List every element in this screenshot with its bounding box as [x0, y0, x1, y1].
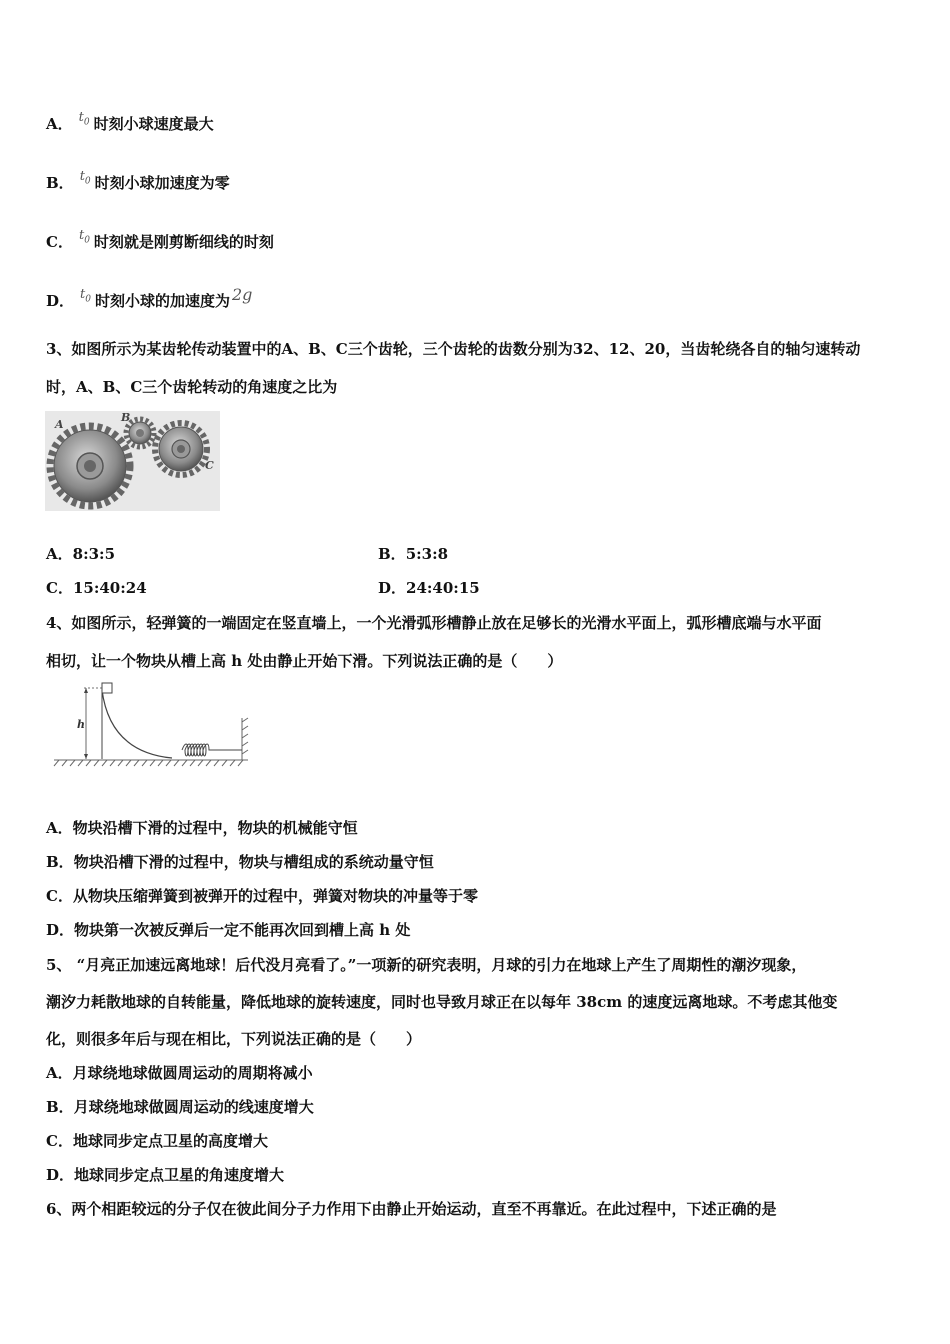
2g-symbol: 2g [232, 285, 253, 304]
spring [182, 744, 242, 756]
q5-option-d[interactable] [46, 1164, 284, 1185]
option-label: C． [46, 233, 73, 251]
option-text: 15:40:24 [72, 579, 147, 597]
gear-label-a: A [55, 418, 64, 431]
q5-option-b[interactable] [46, 1096, 314, 1117]
q4-option-a[interactable] [46, 817, 358, 838]
q6-stem-line1: 6、两个相距较远的分子仅在彼此间分子力作用下由静止开始运动，直至不再靠近。在此过程中，下述正确的是 [46, 1200, 777, 1218]
q5-stem-line1: 5、 “月亮正加速远离地球！后代没月亮看了。”一项新的研究表明，月球的引力在地球上产生了周期性的潮汐现象， [46, 956, 807, 974]
gear-label-b: B [121, 411, 131, 424]
option-label: B． [46, 174, 74, 192]
height-label-h: h [77, 718, 85, 731]
option-text: 时刻小球速度最大 [93, 115, 214, 133]
q3-stem-line2: 时，A、B、C三个齿轮转动的角速度之比为 [46, 378, 338, 396]
wall [242, 718, 248, 760]
option-text: 物块沿槽下滑的过程中，物块与槽组成的系统动量守恒 [73, 853, 434, 871]
q2-option-b[interactable] [46, 169, 230, 195]
q4-stem-line2: 相切，让一个物块从槽上高 h 处由静止开始下滑。下列说法正确的是（ ） [46, 652, 563, 670]
option-label: C． [46, 579, 73, 597]
option-text: 时刻就是刚剪断细线的时刻 [93, 233, 274, 251]
q3-option-b[interactable] [378, 543, 448, 564]
q2-option-a[interactable] [46, 110, 214, 136]
q3-option-a[interactable] [46, 543, 115, 564]
q2-option-c[interactable] [46, 228, 274, 254]
ground [54, 760, 248, 766]
q5-stem-line3: 化，则很多年后与现在相比，下列说法正确的是（ ） [46, 1030, 422, 1048]
option-label: B． [378, 545, 406, 563]
option-text: 从物块压缩弹簧到被弹开的过程中，弹簧对物块的冲量等于零 [72, 887, 478, 905]
option-text: 8:3:5 [72, 545, 116, 563]
option-label: A． [46, 1064, 73, 1082]
curved-groove [102, 690, 172, 758]
spring-figure [52, 682, 252, 772]
q5-option-a[interactable] [46, 1062, 313, 1083]
option-text: 地球同步定点卫星的角速度增大 [74, 1166, 285, 1184]
q3-option-c[interactable] [46, 577, 147, 598]
q3-option-d[interactable] [378, 577, 480, 598]
option-label: A． [46, 545, 73, 563]
option-text: 月球绕地球做圆周运动的线速度增大 [73, 1098, 314, 1116]
option-label: D． [46, 292, 75, 310]
option-label: D． [46, 921, 75, 939]
q5-stem-line2: 潮汐力耗散地球的自转能量，降低地球的旋转速度，同时也导致月球正在以每年 38cm 的速度远离地球。不考虑其他变 [46, 993, 838, 1011]
q4-option-c[interactable] [46, 885, 478, 906]
q5-option-c[interactable] [46, 1130, 268, 1151]
option-label: C． [46, 887, 73, 905]
option-text: 月球绕地球做圆周运动的周期将减小 [72, 1064, 313, 1082]
gears-figure [45, 411, 220, 511]
t0-symbol: $t_0$ [80, 287, 91, 305]
q4-option-d[interactable] [46, 919, 410, 940]
option-label: D． [46, 1166, 75, 1184]
option-text: 地球同步定点卫星的高度增大 [72, 1132, 268, 1150]
option-label: B． [46, 1098, 74, 1116]
q3-stem-line1: 3、如图所示为某齿轮传动装置中的A、B、C三个齿轮，三个齿轮的齿数分别为32、12、20，当齿轮绕各自的轴匀速转动 [46, 340, 861, 358]
t0-symbol: $t_0$ [78, 228, 90, 246]
block [102, 683, 112, 693]
t0-symbol: $t_0$ [78, 110, 90, 128]
q2-option-d[interactable] [46, 285, 253, 313]
option-text: 时刻小球加速度为零 [94, 174, 230, 192]
option-text: 24:40:15 [406, 579, 480, 597]
q4-stem-line1: 4、如图所示，轻弹簧的一端固定在竖直墙上，一个光滑弧形槽静止放在足够长的光滑水平面上，弧形槽底端与水平面 [46, 614, 822, 632]
option-text: 时刻小球的加速度为 [94, 292, 230, 310]
option-label: A． [46, 819, 73, 837]
option-text: 5:3:8 [405, 545, 449, 563]
option-label: A． [46, 115, 73, 133]
q4-option-b[interactable] [46, 851, 434, 872]
gear-label-c: C [205, 459, 214, 472]
option-label: C． [46, 1132, 73, 1150]
t0-symbol: $t_0$ [79, 169, 91, 187]
option-label: B． [46, 853, 74, 871]
option-text: 物块第一次被反弹后一定不能再次回到槽上高 h 处 [74, 921, 411, 939]
option-text: 物块沿槽下滑的过程中，物块的机械能守恒 [72, 819, 358, 837]
option-label: D． [378, 579, 407, 597]
